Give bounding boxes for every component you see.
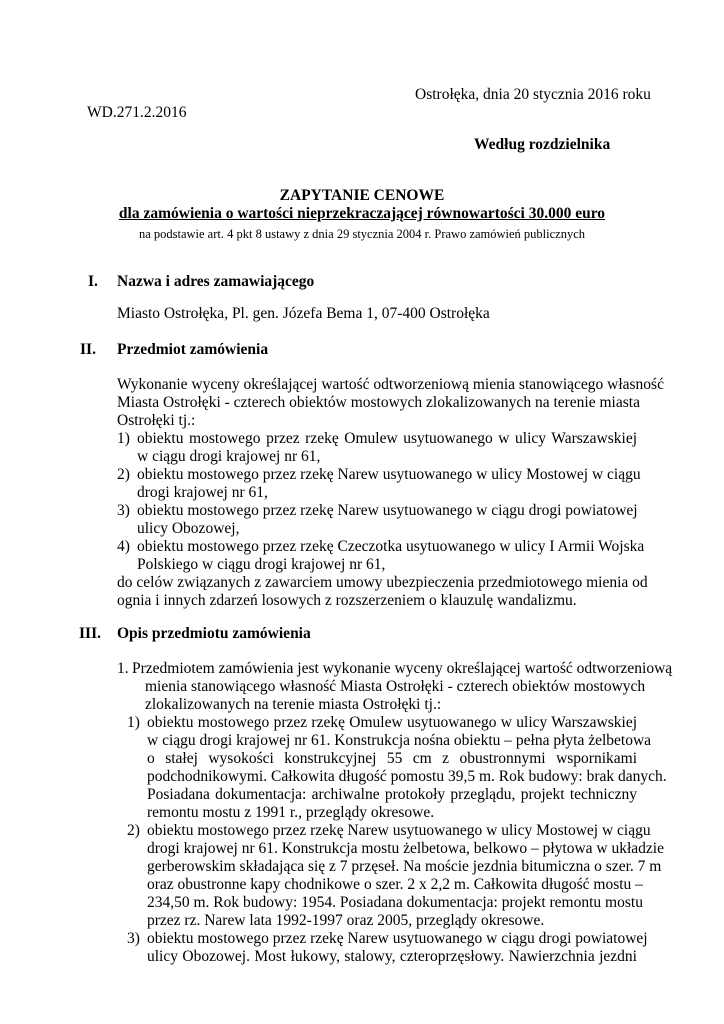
list-item-text: obiektu mostowego przez rzekę Omulew usytuowanego w ulicy Warszawskiej	[137, 430, 637, 447]
place-date: Ostrołęka, dnia 20 stycznia 2016 roku	[415, 86, 651, 103]
point-number: 1.	[117, 660, 129, 677]
section-2-intro-line: Ostrołęki tj.:	[117, 412, 196, 429]
list-item-text: drogi krajowej nr 61,	[137, 484, 268, 501]
sub-item-line: oraz obustronne kapy chodnikowe o szer. 2 x 2,2 m. Całkowita długość mostu –	[147, 876, 643, 893]
section-2-intro-line: Wykonanie wyceny określającej wartość odtworzeniową mienia stanowiącego własność	[117, 376, 664, 393]
sub-item-line: drogi krajowej nr 61. Konstrukcja mostu żelbetowa, belkowo – płytowa w układzie	[147, 840, 664, 857]
sub-item-line: ulicy Obozowej. Most łukowy, stalowy, czteroprzęsłowy. Nawierzchnia jezdni	[147, 948, 637, 965]
point-line: mienia stanowiącego własność Miasta Ostrołęki - czterech obiektów mostowych	[145, 678, 646, 695]
section-1-body: Miasto Ostrołęka, Pl. gen. Józefa Bema 1, 07-400 Ostrołęka	[117, 305, 490, 322]
section-2-heading: Przedmiot zamówienia	[117, 341, 269, 358]
section-3-number: III.	[79, 625, 101, 642]
document-title: ZAPYTANIE CENOWE	[279, 187, 445, 204]
sub-item-line: w ciągu drogi krajowej nr 61. Konstrukcja nośna obiektu – pełna płyta żelbetowa	[147, 732, 652, 749]
sub-item-line: Posiadana dokumentacja: archiwalne protokoły przeglądu, projekt techniczny	[147, 786, 637, 803]
section-2-closing-line: ognia i innych zdarzeń losowych z rozszerzeniem o klauzulę wandalizmu.	[117, 592, 577, 609]
sub-item-line: gerberowskim składająca się z 7 przęseł. Na moście jezdnia bitumiczna o szer. 7 m	[147, 858, 662, 875]
sub-item-line: o stałej wysokości konstrukcyjnej 55 cm z obustronnymi wspornikami	[147, 750, 637, 767]
list-item-text: w ciągu drogi krajowej nr 61,	[137, 448, 321, 465]
list-item-number: 1)	[117, 430, 130, 447]
list-item-number: 4)	[117, 538, 130, 555]
section-2-closing-line: do celów związanych z zawarciem umowy ubezpieczenia przedmiotowego mienia od	[117, 574, 648, 591]
list-item-text: obiektu mostowego przez rzekę Narew usytuowanego w ulicy Mostowej w ciągu	[137, 466, 641, 483]
sub-item-number: 1)	[127, 714, 140, 731]
sub-item-line: obiektu mostowego przez rzekę Omulew usytuowanego w ulicy Warszawskiej	[147, 714, 637, 731]
sub-item-line: obiektu mostowego przez rzekę Narew usytuowanego w ulicy Mostowej w ciągu	[147, 822, 651, 839]
list-item-text: obiektu mostowego przez rzekę Narew usytuowanego w ciągu drogi powiatowej	[137, 502, 638, 519]
sub-item-number: 2)	[127, 822, 140, 839]
list-item-number: 3)	[117, 502, 130, 519]
sub-item-line: przez rz. Narew lata 1992-1997 oraz 2005, przeglądy okresowe.	[147, 912, 545, 929]
sub-item-number: 3)	[127, 930, 140, 947]
section-2-number: II.	[80, 341, 96, 358]
list-item-number: 2)	[117, 466, 130, 483]
sub-item-line: podchodnikowymi. Całkowita długość pomostu 39,5 m. Rok budowy: brak danych.	[147, 768, 667, 785]
sub-item-line: remontu mostu z 1991 r., przeglądy okresowe.	[147, 804, 435, 821]
sub-item-line: obiektu mostowego przez rzekę Narew usytuowanego w ciągu drogi powiatowej	[147, 930, 648, 947]
list-item-text: ulicy Obozowej,	[137, 520, 240, 537]
section-1-number: I.	[88, 273, 98, 290]
list-item-text: Polskiego w ciągu drogi krajowej nr 61,	[137, 556, 386, 573]
list-item-text: obiektu mostowego przez rzekę Czeczotka usytuowanego w ulicy I Armii Wojska	[137, 538, 645, 555]
point-line: zlokalizowanych na terenie miasta Ostrołęki tj.:	[145, 696, 442, 713]
document-subtitle: dla zamówienia o wartości nieprzekraczającej równowartości 30.000 euro	[118, 205, 606, 222]
sub-item-line: 234,50 m. Rok budowy: 1954. Posiadana dokumentacja: projekt remontu mostu	[147, 894, 643, 911]
reference-number: WD.271.2.2016	[87, 104, 187, 121]
section-3-heading: Opis przedmiotu zamówienia	[117, 625, 311, 642]
legal-basis: na podstawie art. 4 pkt 8 ustawy z dnia 29 stycznia 2004 r. Prawo zamówień publicznych	[138, 227, 586, 241]
point-line: Przedmiotem zamówienia jest wykonanie wyceny określającej wartość odtworzeniową	[132, 660, 673, 677]
recipient: Według rozdzielnika	[474, 136, 611, 153]
section-1-heading: Nazwa i adres zamawiającego	[117, 273, 315, 290]
section-2-intro-line: Miasta Ostrołęki - czterech obiektów mostowych zlokalizowanych na terenie miasta	[117, 394, 640, 411]
